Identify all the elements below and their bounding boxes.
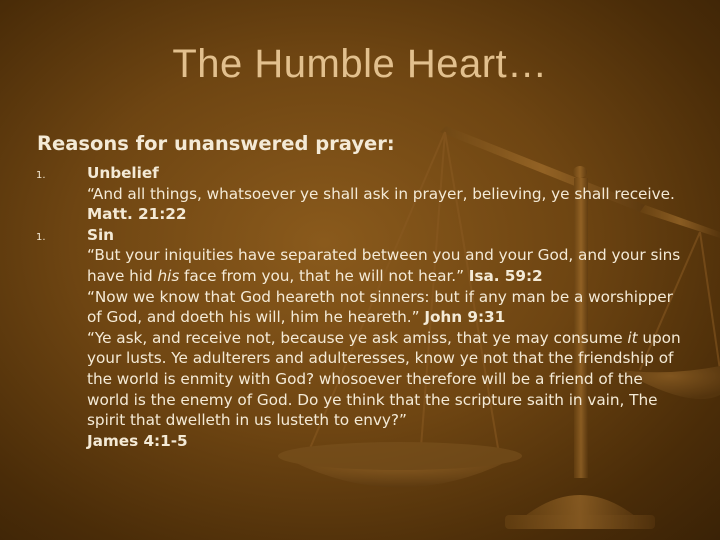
- quote-text: “Now we know that God heareth not sinners: but if any man be a worshipper of God, and doeth his will, him he heareth.”: [87, 287, 673, 327]
- item-heading-sin: Sin: [87, 225, 115, 244]
- quote-john: [87, 287, 687, 328]
- quote-text: “Ye ask, and receive not, because ye ask amiss, that ye may consume: [87, 328, 628, 347]
- quote-text: “And all things, whatsoever ye shall ask in prayer, believing, ye shall receive.: [87, 184, 675, 203]
- quote-unbelief: [87, 184, 687, 225]
- scripture-reference: Isa. 59:2: [468, 266, 543, 285]
- quote-text: upon your lusts. Ye adulterers and adulteresses, know ye not that the friendship of the world is enmity with God? whosoever therefore will be a friend of the world is the enemy of God. Do ye think that the scripture saith in vain, The spirit that dwelleth in us lusteth to envy?”: [87, 328, 681, 430]
- quote-italic: his: [157, 266, 180, 285]
- scripture-reference: Matt. 21:22: [87, 205, 187, 224]
- list-number-2: 1.: [36, 232, 46, 243]
- scripture-reference: James 4:1-5: [87, 431, 188, 450]
- slide-title: The Humble Heart…: [172, 42, 548, 86]
- scripture-reference: John 9:31: [424, 308, 506, 327]
- quote-isaiah: [87, 245, 687, 286]
- quote-text: “But your iniquities have separated between you and your God, and your sins have hid: [87, 246, 681, 285]
- slide-subtitle: Reasons for unanswered prayer:: [37, 132, 395, 155]
- item-heading-unbelief: Unbelief: [87, 164, 159, 182]
- quote-text: face from you, that he will not hear.”: [179, 266, 469, 285]
- quote-italic: it: [627, 328, 638, 347]
- quote-james: [87, 328, 687, 431]
- slide-body: [87, 163, 687, 451]
- list-number-1: 1.: [36, 170, 46, 181]
